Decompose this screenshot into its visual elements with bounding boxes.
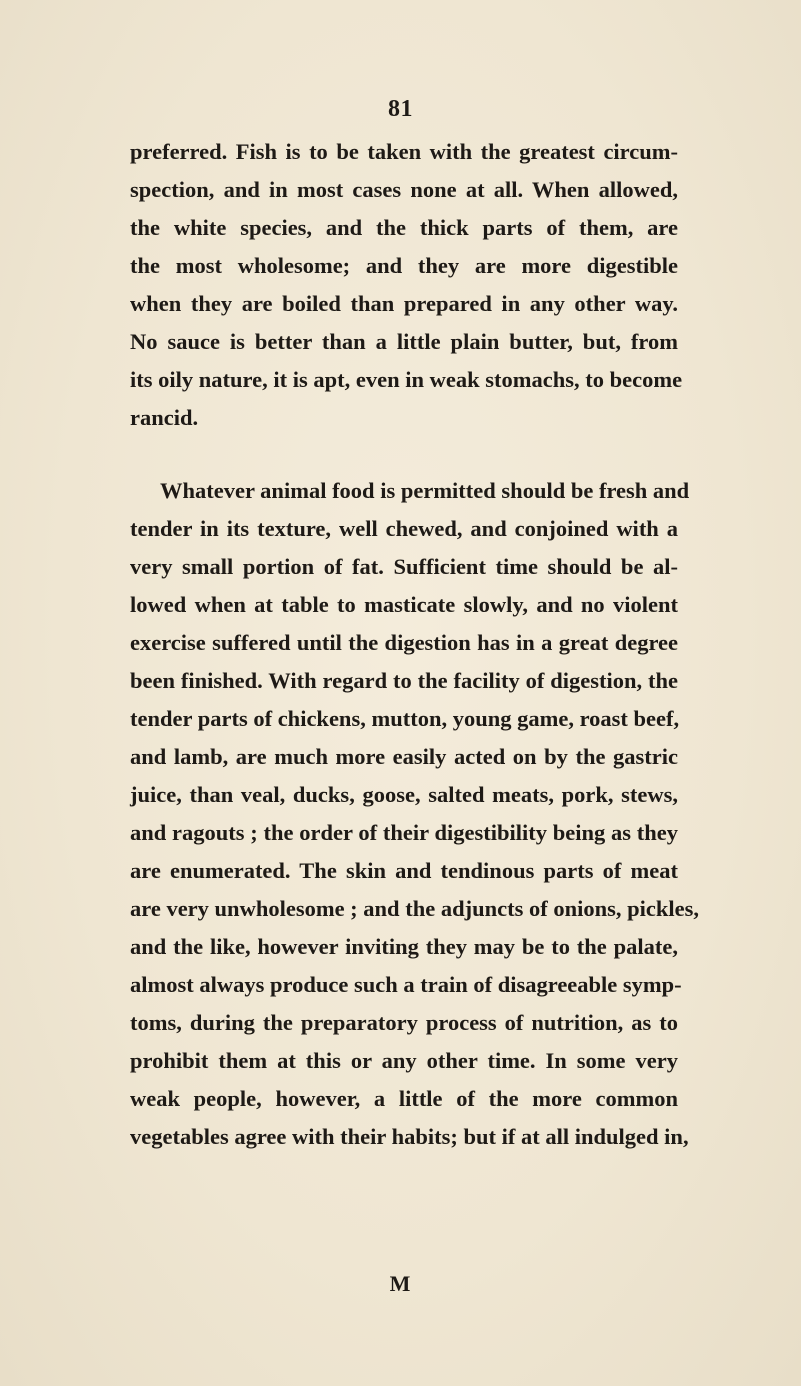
text-line: toms, during the preparatory process of nutrition, as to: [130, 1010, 678, 1035]
text-line: almost always produce such a train of disagreeable symp-: [130, 972, 682, 997]
text-line: exercise suffered until the digestion has in a great degree: [130, 630, 678, 655]
text-line: juice, than veal, ducks, goose, salted meats, pork, stews,: [130, 782, 678, 807]
paragraph-1: [130, 133, 683, 437]
text-line: weak people, however, a little of the more common: [130, 1086, 678, 1111]
text-line: prohibit them at this or any other time. In some very: [130, 1048, 678, 1073]
text-line: tender in its texture, well chewed, and conjoined with a: [130, 516, 678, 541]
text-line: been finished. With regard to the facility of digestion, the: [130, 668, 678, 693]
paragraph-2: [130, 472, 699, 1156]
text-line: tender parts of chickens, mutton, young game, roast beef,: [130, 706, 680, 731]
text-line: No sauce is better than a little plain butter, but, from: [130, 329, 678, 354]
text-line: very small portion of fat. Sufficient time should be al-: [130, 554, 678, 579]
text-line: the white species, and the thick parts of them, are: [130, 215, 678, 240]
text-line: and ragouts ; the order of their digestibility being as they: [130, 820, 678, 845]
text-line: its oily nature, it is apt, even in weak stomachs, to become: [130, 367, 683, 392]
text-line: are enumerated. The skin and tendinous parts of meat: [130, 858, 678, 883]
text-line: and lamb, are much more easily acted on by the gastric: [130, 744, 678, 769]
text-line: vegetables agree with their habits; but if at all indulged in,: [130, 1124, 689, 1149]
text-line: when they are boiled than prepared in any other way.: [130, 291, 678, 316]
text-line: spection, and in most cases none at all. When allowed,: [130, 177, 678, 202]
text-line: preferred. Fish is to be taken with the greatest circum-: [130, 139, 678, 164]
text-line: lowed when at table to masticate slowly, and no violent: [130, 592, 678, 617]
page-number: 81: [388, 96, 413, 122]
text-line: and the like, however inviting they may be to the palate,: [130, 934, 678, 959]
signature-mark: M: [389, 1271, 411, 1296]
text-line: the most wholesome; and they are more digestible: [130, 253, 678, 278]
text-line: Whatever animal food is permitted should be fresh and: [160, 478, 690, 503]
text-line: rancid.: [130, 405, 199, 430]
text-line: are very unwholesome ; and the adjuncts of onions, pickles,: [130, 896, 699, 921]
